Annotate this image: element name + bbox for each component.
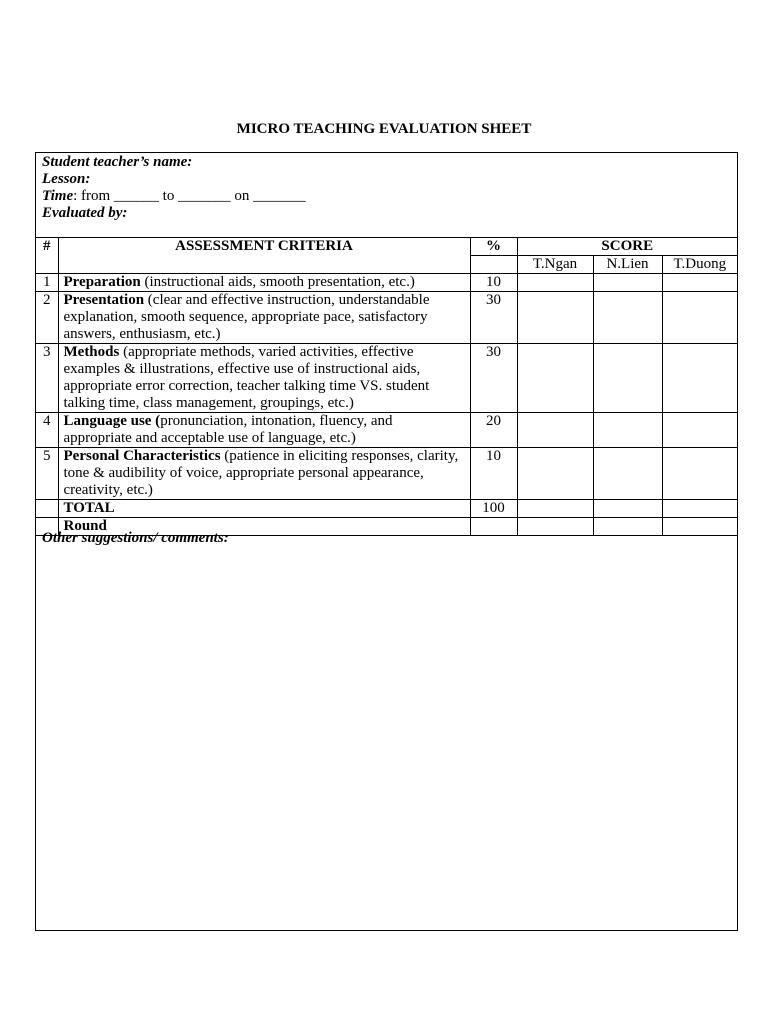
table-row bbox=[36, 448, 737, 500]
score-cell[interactable] bbox=[517, 292, 593, 344]
score-cell[interactable] bbox=[593, 344, 662, 413]
table-header-row bbox=[36, 238, 737, 256]
header-score: SCORE bbox=[517, 238, 737, 256]
percent-cell bbox=[470, 518, 517, 536]
lesson-label: Lesson: bbox=[42, 171, 91, 187]
percent-cell: 10 bbox=[470, 274, 517, 292]
header-percent-blank bbox=[470, 256, 517, 274]
criteria-desc: (instructional aids, smooth presentation, etc.) bbox=[140, 274, 415, 290]
criteria-name: Methods bbox=[63, 344, 120, 360]
score-cell[interactable] bbox=[593, 448, 662, 500]
score-cell[interactable] bbox=[517, 448, 593, 500]
student-name-label: Student teacher’s name: bbox=[42, 154, 193, 170]
table-row bbox=[36, 344, 737, 413]
score-cell[interactable] bbox=[662, 518, 737, 536]
comments-label: Other suggestions/ comments: bbox=[42, 530, 229, 546]
time-label: Time bbox=[42, 188, 74, 204]
round-label-text: Round bbox=[63, 518, 107, 534]
row-number: 1 bbox=[36, 274, 58, 292]
table-row bbox=[36, 274, 737, 292]
criteria-desc: pronunciation, intonation, fluency, and appropriate and acceptable use of language, etc.) bbox=[63, 413, 393, 446]
score-cell[interactable] bbox=[517, 344, 593, 413]
lesson-line bbox=[42, 171, 306, 188]
time-fields: : from ______ to _______ on _______ bbox=[73, 188, 306, 204]
evaluation-sheet bbox=[35, 152, 738, 931]
header-criteria: ASSESSMENT CRITERIA bbox=[58, 238, 470, 274]
total-percent: 100 bbox=[470, 500, 517, 518]
total-label-text: TOTAL bbox=[63, 500, 115, 516]
score-cell[interactable] bbox=[517, 413, 593, 448]
evaluator-name: T.Ngan bbox=[517, 256, 593, 274]
score-cell[interactable] bbox=[662, 292, 737, 344]
evaluator-name: N.Lien bbox=[593, 256, 662, 274]
criteria-desc: (patience in eliciting responses, clarity, tone & audibility of voice, appropriate personal appearance, creativity, etc.) bbox=[63, 448, 459, 498]
row-number: 3 bbox=[36, 344, 58, 413]
row-number-blank bbox=[36, 500, 58, 518]
score-cell[interactable] bbox=[662, 344, 737, 413]
criteria-desc: (clear and effective instruction, understandable explanation, smooth sequence, appropriate pace, satisfactory answers, enthusiasm, etc.) bbox=[63, 292, 430, 342]
criteria-table bbox=[36, 237, 737, 536]
criteria-cell bbox=[58, 344, 470, 413]
evaluated-by-label: Evaluated by: bbox=[42, 205, 128, 221]
score-cell[interactable] bbox=[662, 500, 737, 518]
score-cell[interactable] bbox=[662, 274, 737, 292]
criteria-name: Presentation bbox=[63, 292, 145, 308]
criteria-desc: (appropriate methods, varied activities, effective examples & illustrations, effective use of instructional aids, appropriate error correction, teacher talking time VS. student talking time, class management, groupings, etc.) bbox=[63, 344, 430, 411]
criteria-cell bbox=[58, 274, 470, 292]
score-cell[interactable] bbox=[517, 500, 593, 518]
row-number: 2 bbox=[36, 292, 58, 344]
total-label bbox=[58, 500, 470, 518]
row-number: 5 bbox=[36, 448, 58, 500]
score-cell[interactable] bbox=[593, 518, 662, 536]
score-cell[interactable] bbox=[593, 274, 662, 292]
percent-cell: 30 bbox=[470, 292, 517, 344]
score-cell[interactable] bbox=[662, 448, 737, 500]
evaluator-name: T.Duong bbox=[662, 256, 737, 274]
header-number: # bbox=[36, 238, 58, 274]
student-name-line bbox=[42, 154, 306, 171]
page-title: MICRO TEACHING EVALUATION SHEET bbox=[236, 121, 532, 137]
score-cell[interactable] bbox=[517, 518, 593, 536]
total-row bbox=[36, 500, 737, 518]
row-number: 4 bbox=[36, 413, 58, 448]
percent-cell: 10 bbox=[470, 448, 517, 500]
header-percent: % bbox=[470, 238, 517, 256]
criteria-name: Personal Characteristics bbox=[63, 448, 221, 464]
table-row bbox=[36, 292, 737, 344]
criteria-name: Preparation bbox=[63, 274, 141, 290]
percent-cell: 30 bbox=[470, 344, 517, 413]
time-line bbox=[42, 188, 306, 205]
criteria-cell bbox=[58, 292, 470, 344]
criteria-cell bbox=[58, 413, 470, 448]
score-cell[interactable] bbox=[662, 413, 737, 448]
criteria-name: Language use ( bbox=[63, 413, 161, 429]
score-cell[interactable] bbox=[517, 274, 593, 292]
criteria-cell bbox=[58, 448, 470, 500]
table-row bbox=[36, 413, 737, 448]
percent-cell: 20 bbox=[470, 413, 517, 448]
score-cell[interactable] bbox=[593, 292, 662, 344]
score-cell[interactable] bbox=[593, 500, 662, 518]
evaluated-by-line bbox=[42, 205, 306, 222]
info-block bbox=[42, 154, 306, 222]
score-cell[interactable] bbox=[593, 413, 662, 448]
